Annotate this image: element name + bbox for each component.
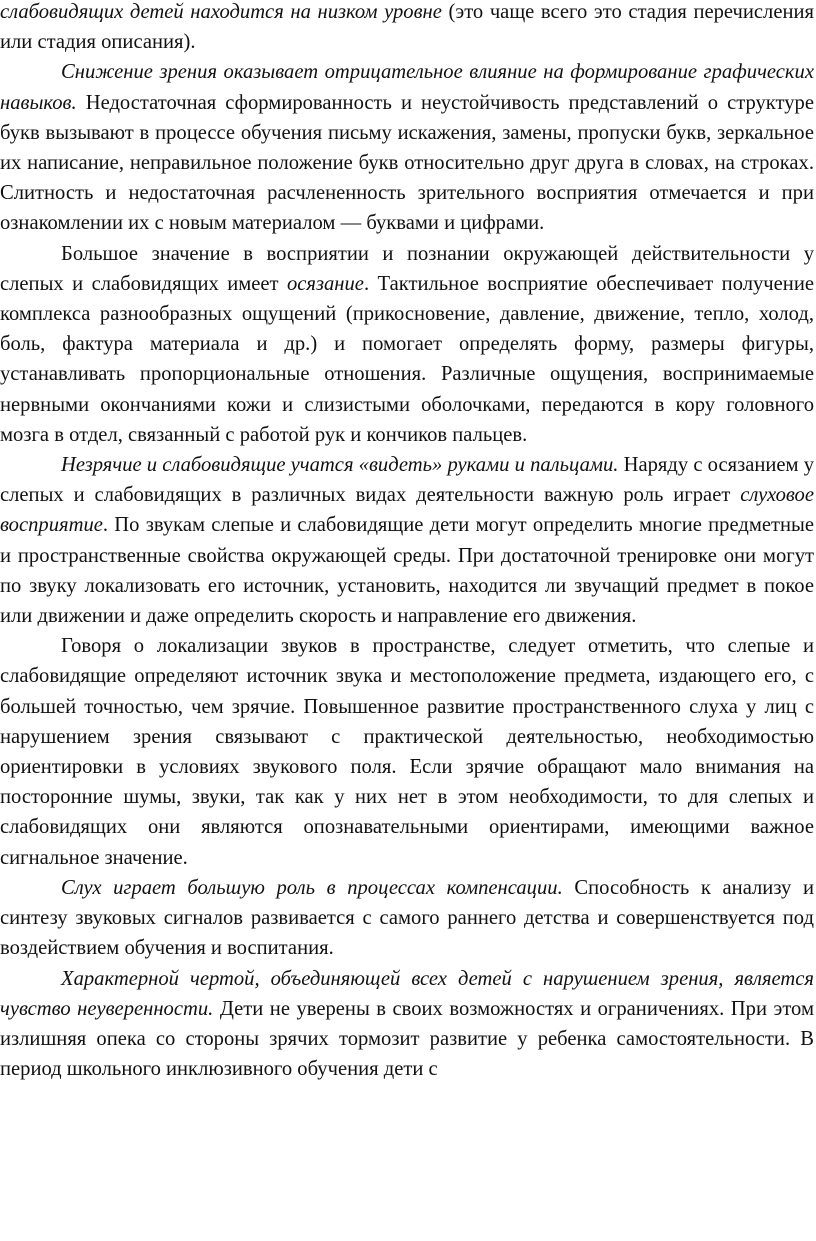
body-text: Большое значение в восприятии и познании окружающей действительности у слепых и слабовидящих имеет (0, 242, 814, 295)
body-text: . По звукам слепые и слабовидящие дети могут определить многие предметные и пространственные свойства окружающей среды. При достаточной тренировке они могут по звуку локализовать его источник, установить, находится ли звучащий предмет в покое или движении и даже определить скорость и направление его движения. (0, 514, 814, 628)
body-text: . Тактильное восприятие обеспечивает получение комплекса разнообразных ощущений (прикосновение, давление, движение, тепло, холод, боль, фактура материала и др.) и помогает определять форму, размеры фигуры, устанавливать пропорциональные отношения. Различные ощущения, воспринимаемые нервными окончаниями кожи и слизистыми оболочками, передаются в кору головного мозга в отдел, связанный с работой рук и кончиков пальцев. (0, 272, 814, 446)
body-text: Говоря о локализации звуков в пространстве, следует отметить, что слепые и слабовидящие определяют источник звука и местоположение предмета, издающего его, с большей точностью, чем зрячие. Повышенное развитие пространственного слуха у лиц с нарушением зрения связывают с практической деятельностью, необходимостью ориентировки в условиях звукового поля. Если зрячие обращают мало внимания на посторонние шумы, звуки, так как у них нет в этом необходимости, то для слепых и слабовидящих они являются опознавательными ориентирами, имеющими важное сигнальное значение. (0, 635, 814, 869)
body-text: Способность к анализу и синтезу звуковых сигналов развивается с самого раннего детства и совершенствуется под воздействием обучения и воспитания. (0, 876, 814, 960)
paragraph-graphic-skills (0, 57, 814, 238)
paragraph-continuation (0, 0, 814, 57)
body-text: Наряду с осязанием у слепых и слабовидящих в различных видах деятельности важную роль играет (0, 454, 815, 507)
paragraph-hearing (0, 450, 814, 631)
paragraph-compensation (0, 873, 814, 964)
body-text: Дети не уверены в своих возможностях и ограничениях. При этом излишняя опека со стороны зрячих тормозит развитие у ребенка самостоятельности. В период школьного инклюзивного обучения дети с (0, 997, 814, 1081)
italic-text: Характерной чертой, объединяющей всех детей с нарушением зрения, является чувство неуверенности. (0, 967, 814, 1020)
paragraph-uncertainty (0, 964, 814, 1085)
body-text: (это чаще всего это стадия перечисления или стадия описания). (0, 1, 814, 54)
body-text: Недостаточная сформированность и неустойчивость представлений о структуре букв вызывают в процессе обучения письму искажения, замены, пропуски букв, зеркальное их написание, неправильное положение букв относительно друг друга в словах, на строках. Слитность и недостаточная расчлененность зрительного восприятия отмечается и при ознакомлении их с новым материалом — буквами и цифрами. (0, 91, 814, 235)
italic-text: Снижение зрения оказывает отрицательное влияние на формирование графических навыков. (0, 61, 814, 114)
italic-text: Слух играет большую роль в процессах компенсации. (61, 876, 563, 899)
italic-text: Незрячие и слабовидящие учатся «видеть» руками и пальцами. (61, 454, 619, 477)
italic-text: слабовидящих детей находится на низком уровне (0, 1, 442, 23)
paragraph-sound-localization (0, 631, 814, 873)
italic-text: слуховое восприятие (0, 484, 814, 537)
italic-text: осязание (286, 272, 364, 295)
paragraph-touch (0, 239, 814, 450)
